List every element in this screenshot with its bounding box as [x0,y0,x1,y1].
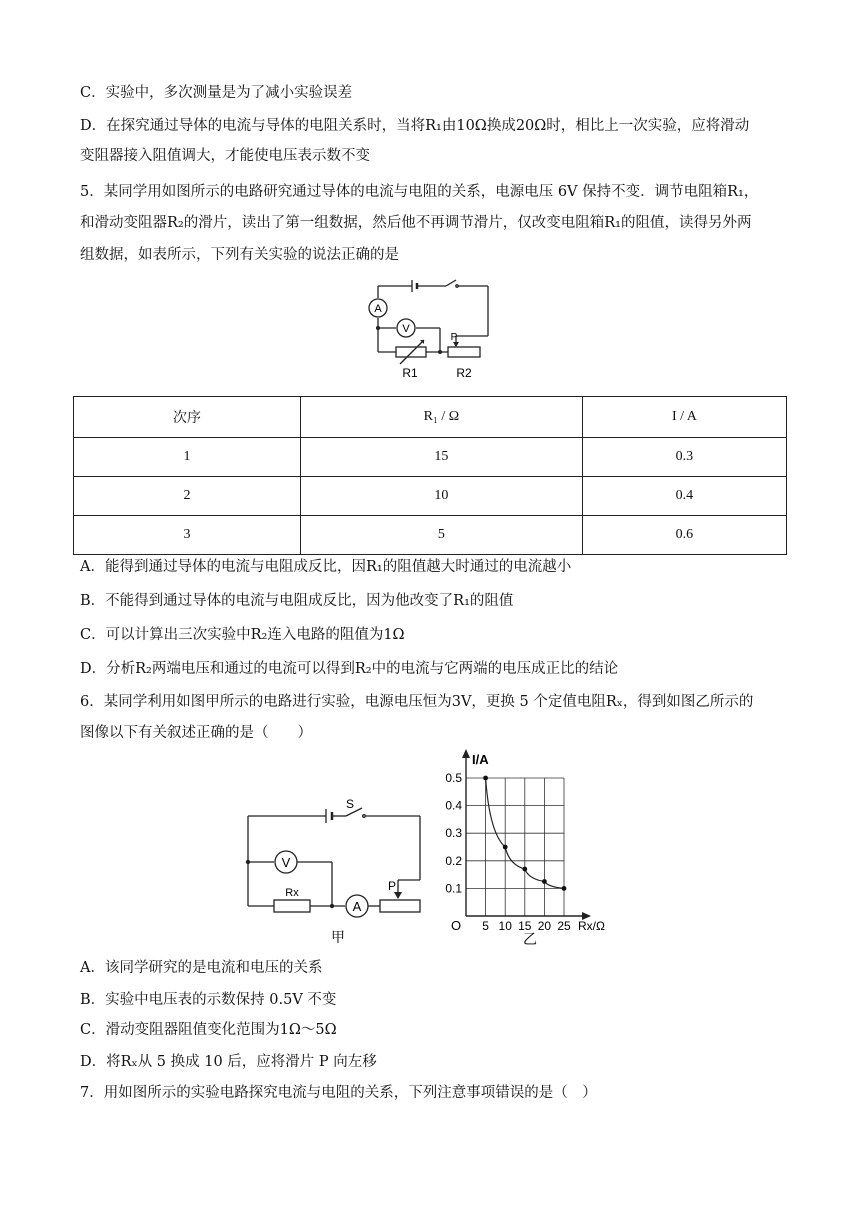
table-cell: 15 [300,438,582,477]
x-tick-label: 25 [557,919,571,933]
data-point [542,879,547,884]
x-tick-label: 15 [518,919,532,933]
table-cell: 10 [300,477,582,516]
fig2-resistor-label: Rx [285,887,299,899]
fig2-switch-label: S [345,797,355,811]
fig1-r1-label: R1 [402,366,418,380]
table-cell: 0.6 [582,516,786,555]
y-tick-label: 0.4 [445,798,462,813]
fig2-voltmeter-label: V [281,855,291,870]
x-tick-label: 20 [537,919,552,933]
fig1-voltmeter-label: V [402,323,410,335]
question-5-line3: 组数据，如表所示，下列有关实验的说法正确的是 [80,247,399,263]
option-d-prev-line2: 变阻器接入阻值调大，才能使电压表示数不变 [80,148,370,164]
q5-option-a: A．能得到通过导体的电流与电阻成反比，因R₁的阻值越大时通过的电流越小 [80,559,572,575]
y-tick-label: 0.5 [445,771,462,785]
fig2-caption-left: 甲 [331,929,345,945]
question-6-line1: 6．某同学利用如图甲所示的电路进行实验，电源电压恒为3V，更换 5 个定值电阻Rₓ，得到如图乙所示的 [80,694,754,710]
data-point [483,776,488,781]
chart-grid [466,778,564,916]
q5-option-b: B．不能得到通过导体的电流与电阻成反比，因为他改变了R₁的阻值 [80,593,514,609]
y-tick-label: 0.1 [445,881,462,896]
data-point [522,867,527,872]
x-axis-label: Rx/Ω [578,919,605,933]
circuit-figure-2 [240,796,430,946]
q6-option-a: A．该同学研究的是电流和电压的关系 [80,960,323,976]
q6-option-b: B．实验中电压表的示数保持 0.5V 不变 [80,992,337,1008]
table-header: 次序 [74,397,301,438]
data-table [73,396,787,555]
table-cell: 1 [74,438,301,477]
current-resistance-chart [436,748,626,948]
q5-option-d: D．分析R₂两端电压和通过的电流可以得到R₂中的电流与它两端的电压成正比的结论 [80,661,619,677]
question-5-line2: 和滑动变阻器R₂的滑片，读出了第一组数据，然后他不再调节滑片，仅改变电阻箱R₁的阻值，读得另外两 [80,215,752,231]
table-header: I / A [582,397,786,438]
table-cell: 2 [74,477,301,516]
x-tick-label: 10 [498,919,512,933]
table-cell: 0.4 [582,477,786,516]
origin-label: O [450,918,462,933]
table-header: R₁ / Ω [300,397,582,438]
fig1-ammeter-label: A [374,303,382,315]
data-point [562,886,567,891]
table-row [74,438,787,477]
data-point [503,845,508,850]
question-7-line1: 7．用如图所示的实验电路探究电流与电阻的关系，下列注意事项错误的是（ ） [80,1085,597,1101]
fig1-r2-label: R2 [456,366,472,380]
table-cell: 5 [300,516,582,555]
table-row [74,477,787,516]
fig1-slider-label: P [450,332,458,343]
fig2-slider-label: P [387,879,397,893]
question-6-line2: 图像以下有关叙述正确的是（ ） [80,725,312,741]
chart-caption: 乙 [523,931,537,947]
option-d-prev-line1: D．在探究通过导体的电流与导体的电阻关系时，当将R₁由10Ω换成20Ω时，相比上一次实验，应将滑动 [80,118,750,134]
option-c-prev: C．实验中，多次测量是为了减小实验误差 [80,85,353,101]
q6-option-d: D．将Rₓ从 5 换成 10 后，应将滑片 P 向左移 [80,1054,377,1070]
table-cell: 0.3 [582,438,786,477]
table-cell: 3 [74,516,301,555]
y-tick-label: 0.3 [445,826,462,841]
fig2-ammeter-label: A [352,899,362,914]
q6-option-c: C．滑动变阻器阻值变化范围为1Ω～5Ω [80,1022,337,1038]
table-header-row [74,397,787,438]
y-tick-label: 0.2 [445,853,462,868]
question-5-line1: 5．某同学用如图所示的电路研究通过导体的电流与电阻的关系，电源电压 6V 保持不变．调节电阻箱R₁， [80,184,759,200]
y-axis-arrow [462,749,470,758]
q5-option-c: C．可以计算出三次实验中R₂连入电路的阻值为1Ω [80,627,405,643]
x-tick-label: 5 [482,919,489,933]
table-row [74,516,787,555]
y-axis-label: I/A [472,752,489,767]
circuit-figure-1 [360,278,500,382]
